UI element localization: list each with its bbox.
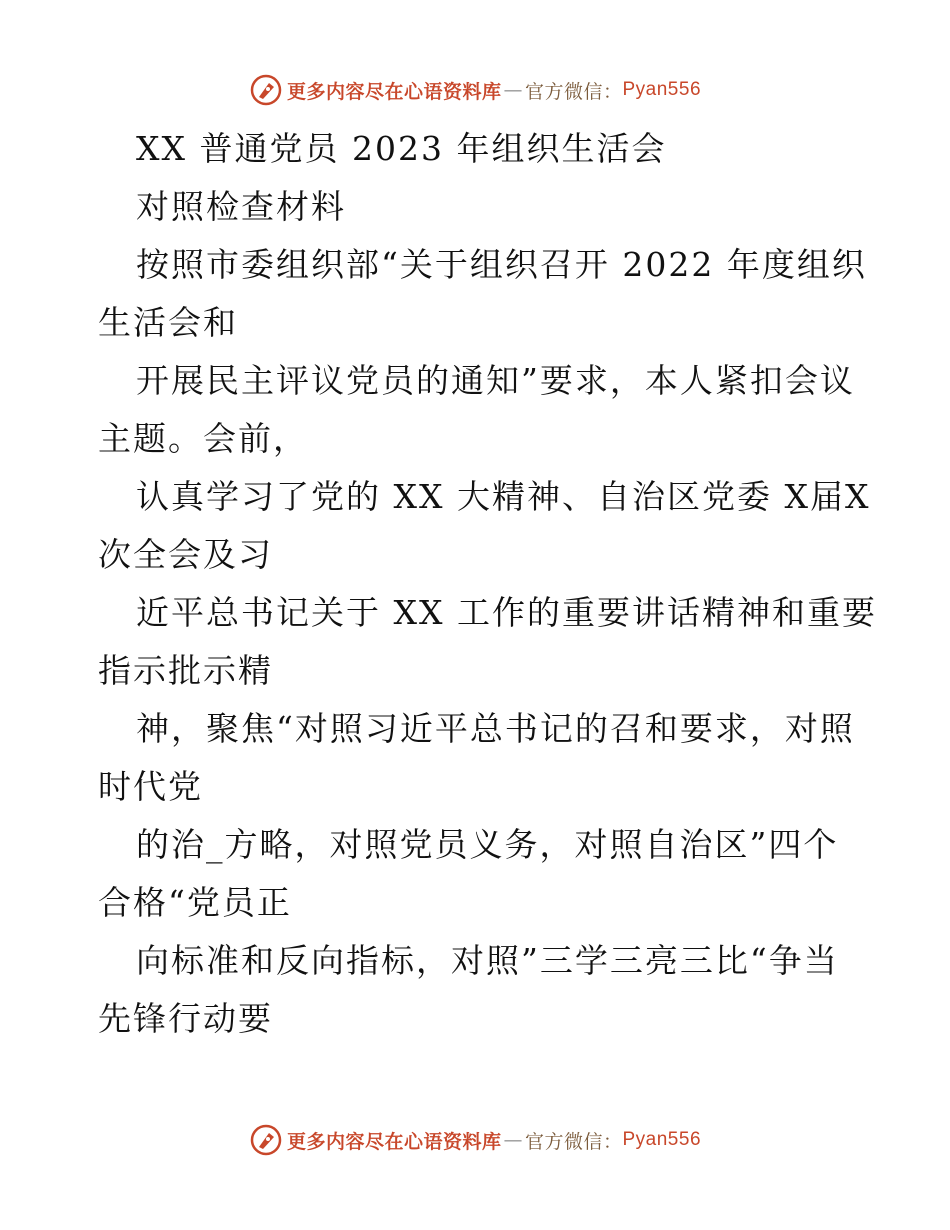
watermark-separator: — xyxy=(503,79,523,101)
doc-text-line: 神，聚焦“对照习近平总书记的召和要求，对照 xyxy=(136,709,855,748)
doc-text-line: 先锋行动要 xyxy=(98,999,273,1038)
doc-text-line: 近平总书记关于 XX 工作的重要讲话精神和重要 xyxy=(136,593,877,632)
header-watermark xyxy=(0,70,950,110)
watermark-text: 更多内容尽在心语资料库 xyxy=(286,80,502,103)
pen-nib-circle-icon xyxy=(249,1123,283,1157)
doc-text-line: 开展民主评议党员的通知”要求，本人紧扣会议 xyxy=(136,361,855,400)
watermark-wechat-id: Pyan556 xyxy=(622,79,702,100)
footer-watermark xyxy=(0,1120,950,1160)
doc-text-line: 主题。会前， xyxy=(98,419,308,458)
doc-text-line: 指示批示精 xyxy=(98,651,273,690)
watermark-wechat-label: 官方微信： xyxy=(524,1130,623,1153)
doc-text-line: 生活会和 xyxy=(98,303,238,342)
doc-text-line: 时代党 xyxy=(98,767,203,806)
document-body xyxy=(98,120,877,1048)
doc-text-line: 认真学习了党的 XX 大精神、自治区党委 X届X xyxy=(136,477,871,516)
pen-nib-circle-icon xyxy=(249,73,283,107)
doc-text-line: 的治_方略，对照党员义务，对照自治区”四个 xyxy=(136,825,839,864)
watermark-wechat-id: Pyan556 xyxy=(622,1129,702,1150)
doc-title-line: XX 普通党员 2023 年组织生活会 xyxy=(136,129,667,168)
doc-text-line: 向标准和反向指标，对照”三学三亮三比“争当 xyxy=(136,941,839,980)
doc-text-line: 次全会及习 xyxy=(98,535,273,574)
watermark-wechat-label: 官方微信： xyxy=(524,80,623,103)
watermark-separator: — xyxy=(503,1129,523,1151)
doc-text-line: 合格“党员正 xyxy=(98,883,292,922)
watermark-text: 更多内容尽在心语资料库 xyxy=(286,1130,502,1153)
doc-text-line: 按照市委组织部“关于组织召开 2022 年度组织 xyxy=(136,245,867,284)
doc-subtitle-line: 对照检查材料 xyxy=(136,187,346,226)
